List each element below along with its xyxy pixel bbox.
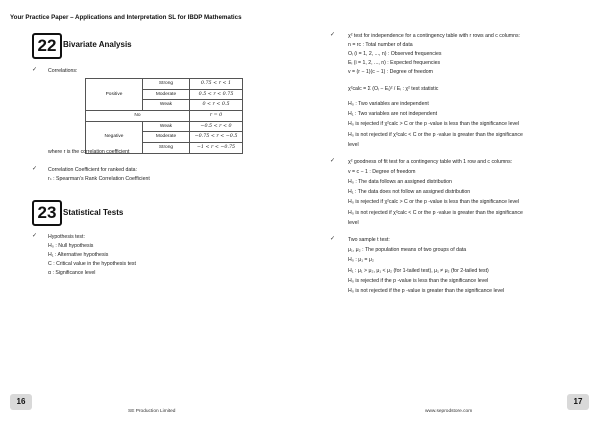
- table-cell: r = 0: [190, 111, 243, 122]
- ranked-definition: rₛ : Spearman’s Rank Correlation Coefficient: [48, 176, 150, 182]
- section-title: Statistical Tests: [63, 208, 124, 217]
- table-row: [86, 111, 243, 122]
- t-test-line: H₁ : μ₁ > μ₂, μ₁ < μ₂ (for 1-tailed test), μ₁ ≠ μ₂ (for 2-tailed test): [348, 268, 489, 274]
- table-cell: No: [86, 111, 190, 122]
- check-icon: ✓: [330, 32, 336, 38]
- website-footer: www.seprodstore.com: [425, 409, 473, 414]
- table-row: [86, 121, 243, 132]
- chi-line: H₀ is rejected if χ²calc > C or the p -value is less than the significance level: [348, 121, 520, 127]
- goodness-line: H₀ is rejected if χ²calc > C or the p -value is less than the significance level: [348, 199, 520, 205]
- table-cell: Moderate: [143, 89, 190, 100]
- table-row: [86, 79, 243, 90]
- t-test-line: H₀ is rejected if the p -value is less than the significance level: [348, 278, 489, 284]
- section-title: Bivariate Analysis: [63, 40, 132, 49]
- table-cell: −0.5 < r < 0: [190, 121, 243, 132]
- table-cell: 0 < r < 0.5: [190, 100, 243, 111]
- hypothesis-line: C : Critical value in the hypothesis test: [48, 261, 136, 267]
- table-cell: Weak: [143, 121, 190, 132]
- table-cell: −1 < r < −0.75: [190, 143, 243, 154]
- publisher-footer: SE Production Limited: [128, 409, 176, 414]
- table-cell: Strong: [143, 79, 190, 90]
- chi-line: Eᵢ (i = 1, 2, ..., n) : Expected frequencies: [348, 60, 441, 66]
- page-number-left: 16: [10, 394, 32, 410]
- check-icon: ✓: [32, 166, 38, 172]
- table-cell: Strong: [143, 143, 190, 154]
- page-number-right: 17: [567, 394, 589, 410]
- check-icon: ✓: [32, 233, 38, 239]
- chi-line: v = (r − 1)(c − 1) : Degree of freedom: [348, 69, 433, 75]
- t-test-line: μ₁, μ₂ : The population means of two groups of data: [348, 247, 467, 253]
- chi-formula: χ²calc = Σ (Oᵢ − Eᵢ)² / Eᵢ : χ² test statistic: [348, 86, 439, 92]
- hypothesis-heading: Hypothesis test:: [48, 234, 85, 240]
- check-icon: ✓: [32, 67, 38, 73]
- correlation-table: [85, 78, 243, 154]
- chi-line: H₀ : Two variables are independent: [348, 101, 429, 107]
- chi-goodness-heading: χ² goodness of fit test for a contingency table with 1 row and c columns:: [348, 159, 513, 165]
- chi-independence-heading: χ² test for independence for a contingency table with r rows and c columns:: [348, 33, 520, 39]
- hypothesis-line: α : Significance level: [48, 270, 96, 276]
- t-test-line: H₀ : μ₁ = μ₂: [348, 257, 374, 263]
- table-cell: 0.5 < r < 0.75: [190, 89, 243, 100]
- goodness-line: H₀ is not rejected if χ²calc < C or the p -value is greater than the significance: [348, 210, 523, 216]
- table-cell: Positive: [86, 79, 143, 111]
- table-cell: Negative: [86, 121, 143, 153]
- table-cell: Moderate: [143, 132, 190, 143]
- check-icon: ✓: [330, 236, 336, 242]
- t-test-heading: Two sample t test:: [348, 237, 390, 243]
- chi-line: H₁ : Two variables are not independent: [348, 111, 438, 117]
- table-cell: Weak: [143, 100, 190, 111]
- table-cell: 0.75 < r < 1: [190, 79, 243, 90]
- table-cell: −0.75 < r < −0.5: [190, 132, 243, 143]
- section-number-badge: 23: [32, 200, 62, 226]
- page-header: Your Practice Paper – Applications and Interpretation SL for IBDP Mathematics: [10, 14, 242, 21]
- ranked-heading: Correlation Coefficient for ranked data:: [48, 167, 138, 173]
- chi-line: Oᵢ (i = 1, 2, ..., n) : Observed frequencies: [348, 51, 442, 57]
- hypothesis-line: H₀ : Null hypothesis: [48, 243, 94, 249]
- correlations-heading: Correlations:: [48, 68, 78, 74]
- goodness-line: v = c − 1 : Degree of freedom: [348, 169, 416, 175]
- correlation-note: where r is the correlation coefficient: [48, 149, 130, 155]
- chi-line: n = rc : Total number of data: [348, 42, 413, 48]
- chi-line: level: [348, 142, 359, 148]
- section-number-badge: 22: [32, 33, 62, 59]
- goodness-line: H₀ : The data follows an assigned distribution: [348, 179, 452, 185]
- chi-line: H₀ is not rejected if χ²calc < C or the p -value is greater than the significance: [348, 132, 523, 138]
- t-test-line: H₀ is not rejected if the p -value is greater than the significance level: [348, 288, 505, 294]
- goodness-line: H₁ : The data does not follow an assigned distribution: [348, 189, 471, 195]
- goodness-line: level: [348, 220, 359, 226]
- hypothesis-line: H₁ : Alternative hypothesis: [48, 252, 109, 258]
- check-icon: ✓: [330, 158, 336, 164]
